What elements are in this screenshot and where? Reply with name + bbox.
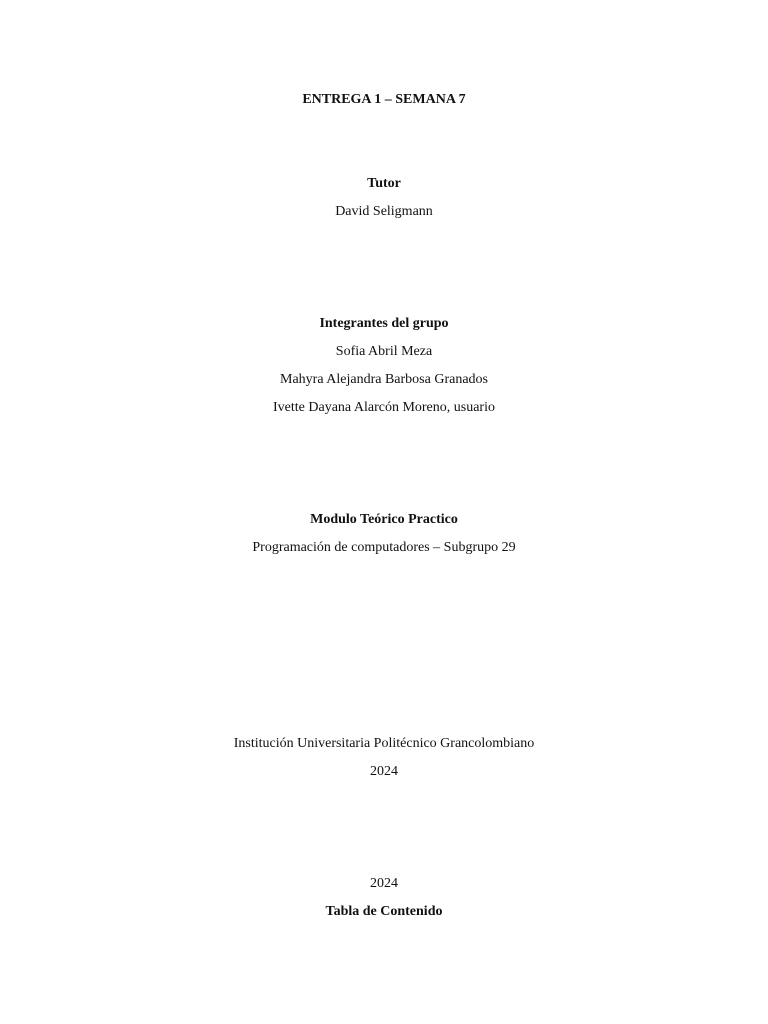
course-name: Programación de computadores – Subgrupo 29 <box>252 540 516 555</box>
tutor-heading: Tutor <box>367 176 401 191</box>
group-member: Sofia Abril Meza <box>335 344 433 359</box>
group-member: Mahyra Alejandra Barbosa Granados <box>280 372 488 387</box>
group-heading: Integrantes del grupo <box>319 316 449 331</box>
institution-year: 2024 <box>370 764 398 779</box>
tutor-name: David Seligmann <box>335 204 433 219</box>
footer-year: 2024 <box>370 876 398 891</box>
document-title: ENTREGA 1 – SEMANA 7 <box>302 92 466 107</box>
group-member: Ivette Dayana Alarcón Moreno, usuario <box>273 400 495 415</box>
module-heading: Modulo Teórico Practico <box>310 512 458 527</box>
institution-name: Institución Universitaria Politécnico Grancolombiano <box>233 736 535 751</box>
toc-heading: Tabla de Contenido <box>325 904 443 919</box>
